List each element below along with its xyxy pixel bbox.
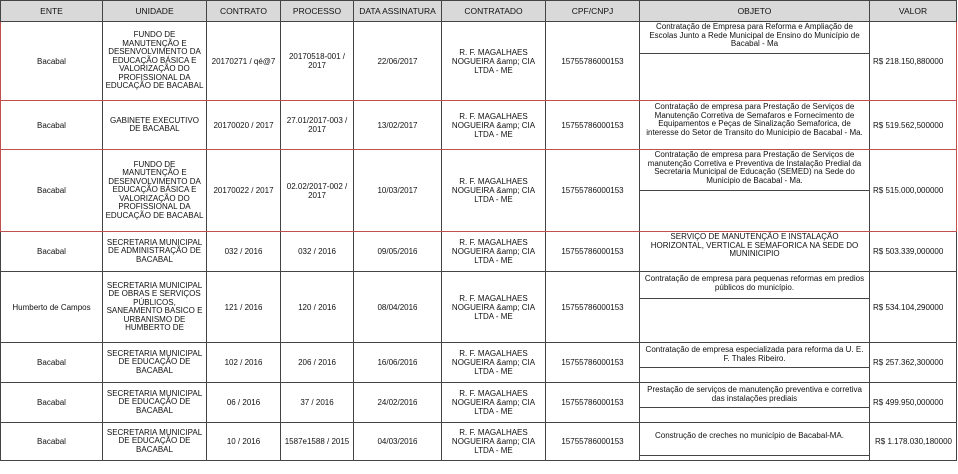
cell-cnpj: 15755786000153 (546, 101, 640, 150)
cell-contrato: 032 / 2016 (207, 232, 281, 272)
cell-contratado: R. F. MAGALHAES NOGUEIRA &amp; CIA LTDA - ME (442, 272, 546, 343)
cell-cnpj: 15755786000153 (546, 150, 640, 232)
header-contratado[interactable]: CONTRATADO (442, 1, 546, 22)
objeto-text: Prestação de serviços de manutenção preventiva e corretiva das instalações prediais (640, 383, 869, 408)
header-ente[interactable]: ENTE (1, 1, 103, 22)
cell-data: 04/03/2016 (354, 423, 442, 461)
table-row[interactable] (1, 101, 957, 150)
header-data-assinatura[interactable]: DATA ASSINATURA (354, 1, 442, 22)
cell-contratado: R. F. MAGALHAES NOGUEIRA &amp; CIA LTDA - ME (442, 22, 546, 101)
cell-ente: Bacabal (1, 383, 103, 423)
cell-cnpj: 15755786000153 (546, 272, 640, 343)
header-objeto[interactable]: OBJETO (640, 1, 870, 22)
header-valor[interactable]: VALOR (870, 1, 957, 22)
cell-contrato: 10 / 2016 (207, 423, 281, 461)
cell-unidade: SECRETARIA MUNICIPAL DE EDUCAÇÃO DE BACABAL (103, 343, 207, 383)
cell-cnpj: 15755786000153 (546, 343, 640, 383)
cell-contrato: 20170022 / 2017 (207, 150, 281, 232)
cell-objeto (640, 232, 870, 272)
cell-unidade: FUNDO DE MANUTENÇÃO E DESENVOLVIMENTO DA EDUCAÇÃO BÁSICA E VALORIZAÇÃO DO PROFISSIONAL DA EDUCAÇÃO DE BACABAL (103, 150, 207, 232)
cell-unidade: GABINETE EXECUTIVO DE BACABAL (103, 101, 207, 150)
cell-unidade: SECRETARIA MUNICIPAL DE ADMINISTRAÇÃO DE BACABAL (103, 232, 207, 272)
cell-processo: 20170518-001 / 2017 (281, 22, 354, 101)
header-processo[interactable]: PROCESSO (281, 1, 354, 22)
cell-data: 08/04/2016 (354, 272, 442, 343)
cell-data: 24/02/2016 (354, 383, 442, 423)
cell-contratado: R. F. MAGALHAES NOGUEIRA &amp; CIA LTDA - ME (442, 232, 546, 272)
objeto-text: Contratação de empresa para Prestação de Serviços de Manutenção Corretiva de Semafaros e Fornecimento de Equipamentos e Peças de Sinalização Semaforica, de interesse do Setor de Transito do Municipio de Bacabal - Ma. (646, 102, 863, 137)
cell-valor: R$ 257.362,300000 (870, 343, 957, 383)
cell-objeto (640, 150, 870, 232)
table-row[interactable] (1, 343, 957, 383)
cell-contratado: R. F. MAGALHAES NOGUEIRA &amp; CIA LTDA - ME (442, 383, 546, 423)
cell-ente: Bacabal (1, 101, 103, 150)
table-row[interactable] (1, 383, 957, 423)
header-unidade[interactable]: UNIDADE (103, 1, 207, 22)
objeto-text: Contratação de Empresa para Reforma e Ampliação de Escolas Junto a Rede Municipal de Ensino do Município de Bacabal - Ma (640, 22, 869, 54)
cell-valor: R$ 503.339,000000 (870, 232, 957, 272)
cell-ente: Bacabal (1, 343, 103, 383)
cell-data: 16/06/2016 (354, 343, 442, 383)
cell-contrato: 20170271 / qé@7 (207, 22, 281, 101)
header-row (1, 1, 957, 22)
cell-valor: R$ 499.950,000000 (870, 383, 957, 423)
cell-objeto (640, 343, 870, 383)
cell-cnpj: 15755786000153 (546, 423, 640, 461)
cell-processo: 206 / 2016 (281, 343, 354, 383)
table-row[interactable] (1, 272, 957, 343)
cell-valor: R$ 218.150,880000 (870, 22, 957, 101)
cell-ente: Bacabal (1, 232, 103, 272)
cell-objeto (640, 383, 870, 423)
cell-processo: 27.01/2017-003 / 2017 (281, 101, 354, 150)
table-row[interactable] (1, 150, 957, 232)
cell-processo: 120 / 2016 (281, 272, 354, 343)
cell-processo: 032 / 2016 (281, 232, 354, 272)
cell-data: 09/05/2016 (354, 232, 442, 272)
cell-ente: Humberto de Campos (1, 272, 103, 343)
table-row[interactable] (1, 423, 957, 461)
cell-cnpj: 15755786000153 (546, 383, 640, 423)
cell-ente: Bacabal (1, 423, 103, 461)
cell-valor: R$ 515.000,000000 (870, 150, 957, 232)
cell-processo: 1587e1588 / 2015 (281, 423, 354, 461)
cell-contrato: 06 / 2016 (207, 383, 281, 423)
cell-data: 22/06/2017 (354, 22, 442, 101)
cell-unidade: FUNDO DE MANUTENÇÃO E DESENVOLVIMENTO DA EDUCAÇÃO BÁSICA E VALORIZAÇÃO DO PROFISSIONAL DA EDUCAÇÃO DE BACABAL (103, 22, 207, 101)
objeto-text: Construção de creches no município de Bacabal-MA. (640, 423, 869, 456)
cell-cnpj: 15755786000153 (546, 232, 640, 272)
cell-objeto (640, 101, 870, 150)
cell-unidade: SECRETARIA MUNICIPAL DE OBRAS E SERVIÇOS PÚBLICOS, SANEAMENTO BASICO E URBANISMO DE HUMBERTO DE (103, 272, 207, 343)
objeto-text: SERVIÇO DE MANUTENÇÃO E INSTALAÇÃO HORIZONTAL, VERTICAL E SEMAFORICA NA SEDE DO MUNINICIPIO (650, 232, 859, 258)
table-row[interactable] (1, 22, 957, 101)
objeto-text: Contratação de empresa especializada para reforma da U. E. F. Thales Ribeiro. (640, 343, 869, 368)
cell-valor: R$ 1.178.030,180000 (870, 423, 957, 461)
cell-ente: Bacabal (1, 150, 103, 232)
cell-valor: R$ 519.562,500000 (870, 101, 957, 150)
table-row[interactable] (1, 232, 957, 272)
cell-objeto (640, 423, 870, 461)
cell-data: 10/03/2017 (354, 150, 442, 232)
cell-contratado: R. F. MAGALHAES NOGUEIRA &amp; CIA LTDA - ME (442, 101, 546, 150)
cell-ente: Bacabal (1, 22, 103, 101)
cell-processo: 37 / 2016 (281, 383, 354, 423)
cell-contratado: R. F. MAGALHAES NOGUEIRA &amp; CIA LTDA - ME (442, 343, 546, 383)
cell-data: 13/02/2017 (354, 101, 442, 150)
cell-contrato: 102 / 2016 (207, 343, 281, 383)
cell-cnpj: 15755786000153 (546, 22, 640, 101)
cell-contrato: 20170020 / 2017 (207, 101, 281, 150)
cell-objeto (640, 272, 870, 343)
cell-contratado: R. F. MAGALHAES NOGUEIRA &amp; CIA LTDA - ME (442, 423, 546, 461)
cell-processo: 02.02/2017-002 / 2017 (281, 150, 354, 232)
header-cpf-cnpj[interactable]: CPF/CNPJ (546, 1, 640, 22)
objeto-text: Contratação de empresa para Prestação de Serviços de manutenção Corretiva e Preventiva de Instalação Predial da Secretaria Municipal de Educação (SEMED) na Sede do Municipio de Bacabal - Ma. (640, 150, 869, 191)
cell-unidade: SECRETARIA MUNICIPAL DE EDUCAÇÃO DE BACABAL (103, 383, 207, 423)
cell-unidade: SECRETARIA MUNICIPAL DE EDUCAÇÃO DE BACABAL (103, 423, 207, 461)
cell-contrato: 121 / 2016 (207, 272, 281, 343)
header-contrato[interactable]: CONTRATO (207, 1, 281, 22)
cell-contratado: R. F. MAGALHAES NOGUEIRA &amp; CIA LTDA - ME (442, 150, 546, 232)
objeto-text: Contratação de empresa para pequenas reformas em predios públicos do município. (640, 272, 869, 299)
cell-valor: R$ 534.104,290000 (870, 272, 957, 343)
cell-objeto (640, 22, 870, 101)
